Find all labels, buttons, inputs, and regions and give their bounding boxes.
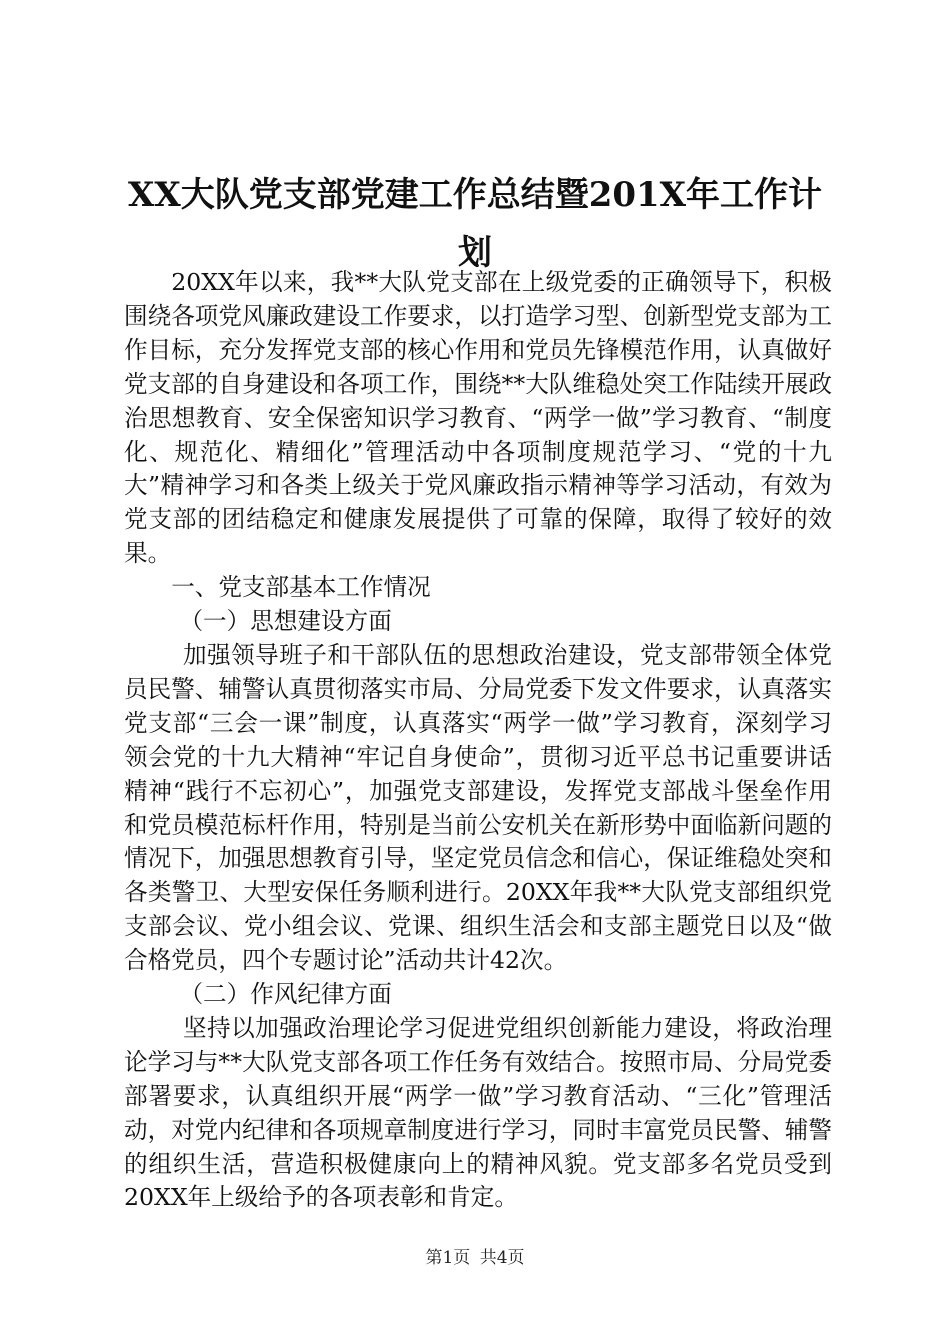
body-paragraph: 坚持以加强政治理论学习促进党组织创新能力建设，将政治理论学习与**大队党支部各项工作任务有效结合。按照市局、分局党委部署要求，认真组织开展“两学一做”学习教育活动、“三化”管理活动，对党内纪律和各项规章制度进行学习，同时丰富党员民警、辅警的组织生活，营造积极健康向上的精神风貌。党支部多名党员受到20XX年上级给予的各项表彰和肯定。 (124, 1013, 832, 1212)
document-body (124, 266, 832, 1215)
intro-paragraph: 20XX年以来，我**大队党支部在上级党委的正确领导下，积极围绕各项党风廉政建设工作要求，以打造学习型、创新型党支部为工作目标，充分发挥党支部的核心作用和党员先锋模范作用，认真做好党支部的自身建设和各项工作，围绕**大队维稳处突工作陆续开展政治思想教育、安全保密知识学习教育、“两学一做”学习教育、“制度化、规范化、精细化”管理活动中各项制度规范学习、“党的十九大”精神学习和各类上级关于党风廉政指示精神等学习活动，有效为党支部的团结稳定和健康发展提供了可靠的保障，取得了较好的效果。 (124, 268, 832, 568)
page-total: 共4页 (479, 1248, 525, 1268)
section-heading: 一、党支部基本工作情况 (171, 573, 431, 602)
page-footer (0, 1243, 950, 1268)
page-number: 第1页 (425, 1248, 471, 1268)
subsection-heading: （一）思想建设方面 (179, 607, 392, 636)
subsection-heading: （二）作风纪律方面 (179, 980, 392, 1009)
body-paragraph: 加强领导班子和干部队伍的思想政治建设，党支部带领全体党员民警、辅警认真贯彻落实市局、分局党委下发文件要求，认真落实党支部“三会一课”制度，认真落实“两学一做”学习教育，深刻学习领会党的十九大精神“牢记自身使命”，贯彻习近平总书记重要讲话精神“践行不忘初心”，加强党支部建设，发挥党支部战斗堡垒作用和党员模范标杆作用，特别是当前公安机关在新形势中面临新问题的情况下，加强思想教育引导，坚定党员信念和信心，保证维稳处突和各类警卫、大型安保任务顺利进行。20XX年我**大队党支部组织党支部会议、党小组会议、党课、组织生活会和支部主题党日以及“做合格党员，四个专题讨论”活动共计42次。 (124, 640, 832, 975)
document-title: XX大队党支部党建工作总结暨201X年工作计划 (127, 175, 823, 273)
